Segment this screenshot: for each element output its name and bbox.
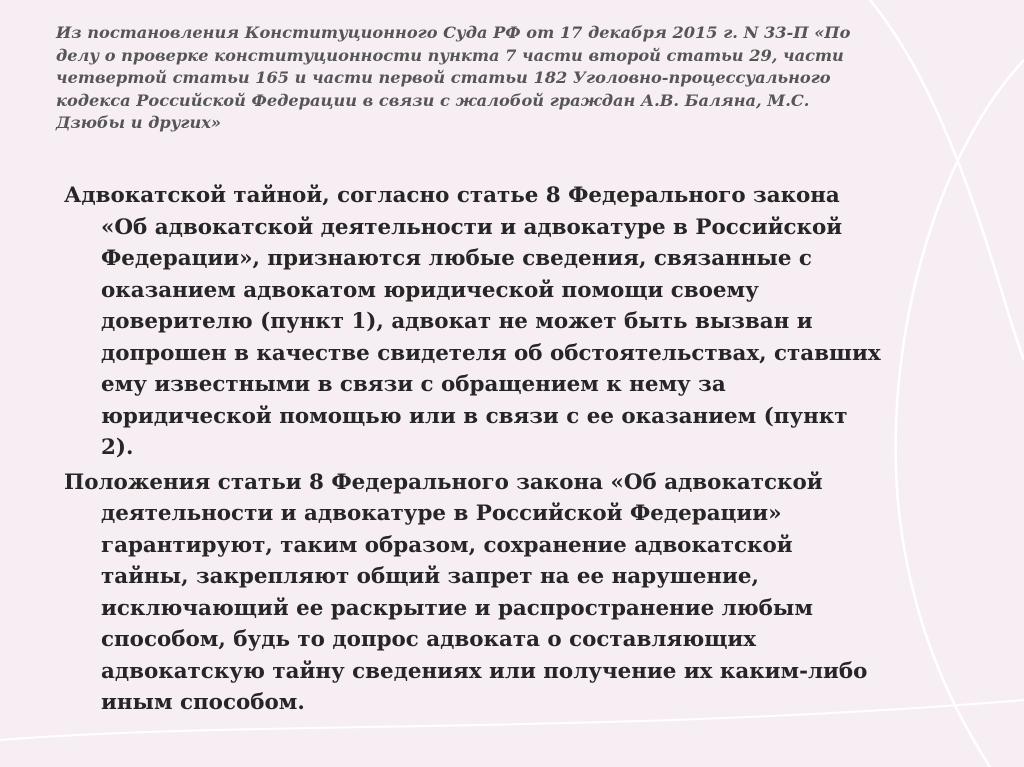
slide-body — [64, 180, 884, 722]
body-paragraph-2: Положения статьи 8 Федерального закона «Об адвокатской деятельности и адвокатуре в Российской Федерации» гарантируют, таким образом, сохранение адвокатской тайны, закрепляют общий запрет на ее нарушение, исключающий ее раскрытие и распространение любым способом, будь то допрос адвоката о составляющих адвокатскую тайну сведениях или получение их каким-либо иным способом. — [64, 469, 868, 715]
decor-curve-top — [870, 0, 1024, 360]
slide-title: Из постановления Конституционного Суда РФ от 17 декабря 2015 г. N 33-П «По делу о проверке конституционности пункта 7 части второй статьи 29, части четвертой статьи 165 и части первой статьи 182 Уголовно-процессуального кодекса Российской Федерации в связи с жалобой граждан А.В. Баляна, М.С. Дзюбы и других» — [56, 23, 851, 132]
body-paragraph-1: Адвокатской тайной, согласно статье 8 Федерального закона «Об адвокатской деятельности и адвокатуре в Российской Федерации», признаются любые сведения, связанные с оказанием адвокатом юридической помощи своему доверителю (пункт 1), адвокат не может быть вызван и допрошен в качестве свидетеля об обстоятельствах, ставших ему известными в связи с обращением к нему за юридической помощью или в связи с ее оказанием (пункт 2). — [64, 183, 881, 460]
